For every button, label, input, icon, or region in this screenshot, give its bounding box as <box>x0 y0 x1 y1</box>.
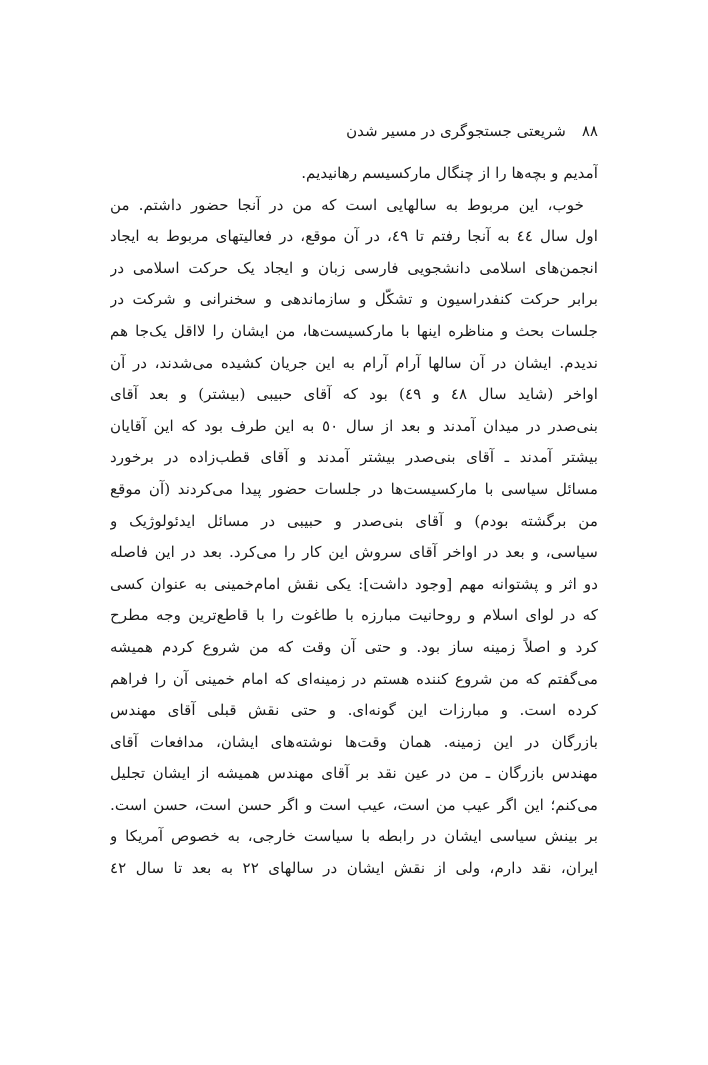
text-line: خوب، این مربوط به سالهایی است که من در آنجا حضور داشتم. من <box>110 195 584 214</box>
text-line: می‌کنم؛ این اگر عیب من است، عیب است و اگر حسن است، حسن است. <box>110 795 598 814</box>
running-title: شریعتی جستجوگری در مسیر شدن <box>346 122 566 140</box>
text-line: ایران، نقد دارم، ولی از نقش ایشان در سالهای ٢٢ به بعد تا سال ٤٢ <box>110 859 598 878</box>
text-line: کرد و اصلاً زمینه ساز بود. و حتی آن وقت که من شروع کردم همیشه <box>110 637 598 656</box>
text-line: می‌گفتم که من شروع کننده هستم در زمینه‌ای که امام خمینی آن را فراهم <box>110 669 598 688</box>
text-line: بنی‌صدر در میدان آمدند و بعد از سال ٥٠ به این طرف بود که این آقایان <box>110 416 598 435</box>
text-line: انجمن‌های اسلامی دانشجویی فارسی زبان و ایجاد یک حرکت اسلامی در <box>110 258 598 277</box>
text-line: دو اثر و پشتوانه مهم [وجود داشت]: یکی نقش امام‌خمینی به عنوان کسی <box>110 574 598 593</box>
text-line: مسائل سیاسی با مارکسیست‌ها در جلسات حضور پیدا می‌کردند (آن موقع <box>110 479 598 498</box>
page-number: ۸۸ <box>581 122 598 140</box>
text-line: جلسات بحث و مناظره اینها با مارکسیست‌ها، من ایشان را لااقل یک‌جا هم <box>110 321 598 340</box>
text-line: کرده است. و مبارزات این گونه‌ای. و حتی نقش قبلی آقای مهندس <box>110 701 598 720</box>
text-line: ندیدم. ایشان در آن سالها آرام آرام به این جریان کشیده می‌شدند، در آن <box>110 353 598 372</box>
body-text <box>110 158 598 885</box>
running-header <box>110 120 598 142</box>
text-line: اواخر (شاید سال ٤٨ و ٤٩) بود که آقای حبیبی (بیشتر) و بعد آقای <box>110 385 598 404</box>
text-line: سیاسی، و بعد در اواخر آقای سروش این کار را می‌کرد. بعد در این فاصله <box>110 543 598 562</box>
text-line: اول سال ٤٤ به آنجا رفتم تا ٤٩، در آن موقع، در فعالیتهای مربوط به ایجاد <box>110 227 598 246</box>
text-line: بازرگان در این زمینه. همان وقت‌ها نوشته‌های ایشان، مدافعات آقای <box>110 732 598 751</box>
text-line: بیشتر آمدند ـ آقای بنی‌صدر بیشتر آمدند و آقای قطب‌زاده در برخورد <box>110 448 598 467</box>
text-line: برابر حرکت کنفدراسیون و تشکّل و سازماندهی و سخنرانی و شرکت در <box>110 290 598 309</box>
text-line: که در لوای اسلام و روحانیت مبارزه با طاغوت را با قاطع‌ترین وجه مطرح <box>110 606 598 625</box>
text-line: من برگشته بودم) و آقای بنی‌صدر و حبیبی در مسائل ایدئولوژیک و <box>110 511 598 530</box>
text-line: آمدیم و بچه‌ها را از چنگال مارکسیسم رهانیدیم. <box>301 164 598 182</box>
text-line: بر بینش سیاسی ایشان در رابطه با سیاست خارجی، به خصوص آمریکا و <box>110 827 598 846</box>
text-line: مهندس بازرگان ـ من در عین نقد بر آقای مهندس همیشه از ایشان تجلیل <box>110 764 598 783</box>
